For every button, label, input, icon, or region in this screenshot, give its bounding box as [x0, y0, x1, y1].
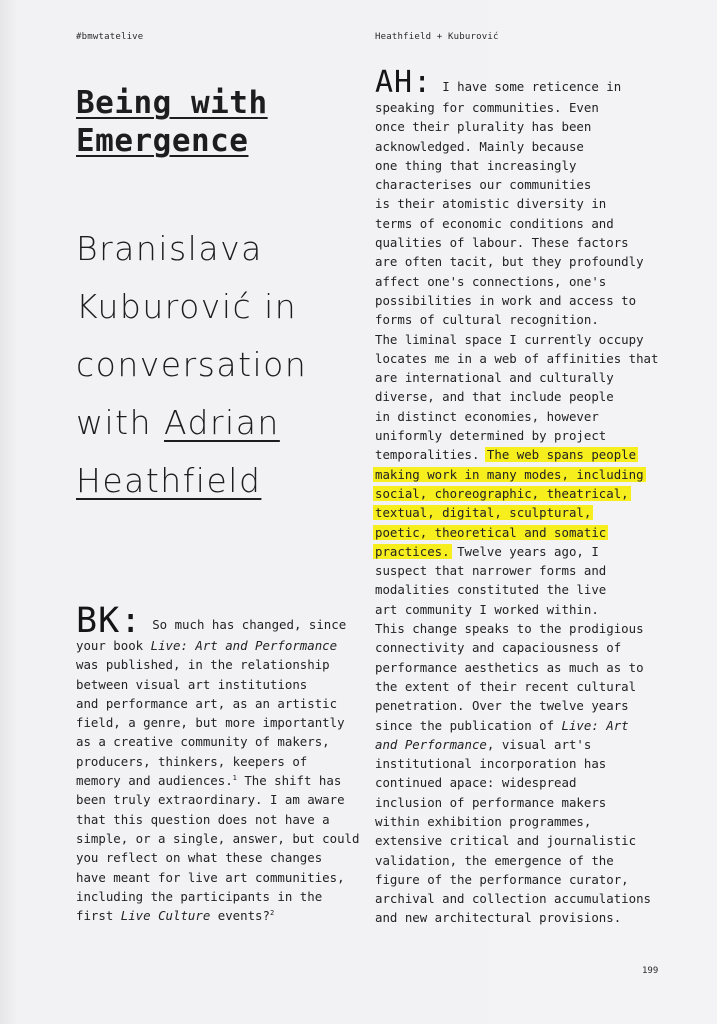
bk-text: first [76, 908, 121, 924]
ah-line [375, 465, 675, 484]
bk-line: producers, thinkers, keepers of [76, 753, 308, 769]
ah-line: are often tacit, but they profoundly [375, 254, 644, 270]
ah-line: once their plurality has been [375, 119, 592, 135]
ah-line: suspect that narrower forms and [375, 563, 607, 579]
ah-line: acknowledged. Mainly because [375, 138, 584, 154]
subtitle-line-4 [76, 394, 366, 452]
ah-line: modalities constituted the live [375, 582, 607, 598]
subtitle-with: with [76, 403, 153, 442]
book-title-italic: Live: Art and Performance [150, 638, 338, 653]
ah-line [375, 716, 675, 735]
subtitle-line-1: Branislava [76, 229, 263, 268]
event-title-italic: Live Culture [120, 908, 211, 924]
ah-line: The liminal space I currently occupy [375, 331, 644, 347]
bk-text: The shift has [236, 773, 342, 789]
ah-line [375, 445, 675, 464]
ah-line: and new architectural provisions. [375, 910, 622, 926]
ah-line [375, 484, 675, 503]
bk-line [76, 601, 361, 641]
highlighted-text: practices. [375, 543, 450, 559]
ah-line [375, 523, 675, 542]
ah-line: characterises our communities [375, 177, 592, 193]
running-head-right: Heathfield + Kuburović [375, 32, 499, 42]
bk-line: been truly extraordinary. I am aware [76, 792, 345, 808]
ah-line: locates me in a web of affinities that [375, 350, 659, 366]
ah-line: institutional incorporation has [375, 756, 607, 772]
ah-line: in distinct economies, however [375, 408, 599, 424]
ah-line: inclusion of performance makers [375, 794, 607, 810]
ah-line [375, 65, 675, 100]
running-head-left: #bmwtatelive [76, 32, 144, 42]
ah-line: archival and collection accumulations [375, 891, 652, 907]
ah-line: is their atomistic diversity in [375, 196, 607, 212]
speaker-label-bk: BK: [76, 601, 143, 641]
ah-line: extensive critical and journalistic [375, 833, 637, 849]
bk-line [76, 636, 361, 655]
ah-text: I have some reticence in [442, 78, 622, 94]
ah-text: since the publication of [375, 717, 562, 733]
ah-line: one thing that increasingly [375, 157, 577, 173]
highlighted-text: The web spans people [486, 447, 637, 463]
ah-line: possibilities in work and access to [375, 292, 637, 308]
bk-line: you reflect on what these changes [76, 850, 323, 866]
highlighted-text: making work in many modes, including [375, 466, 644, 482]
ah-line [375, 542, 675, 561]
ah-line: continued apace: widespread [375, 775, 577, 791]
page-number: 199 [642, 966, 659, 976]
ah-line: connectivity and capaciousness of [375, 640, 622, 656]
ah-line: speaking for communities. Even [375, 100, 599, 115]
title-line-1: Being with [76, 85, 268, 121]
bk-line: between visual art institutions [76, 676, 308, 692]
bk-line: field, a genre, but more importantly [76, 715, 345, 731]
subtitle-name-first: Adrian [164, 403, 280, 442]
book-title-italic: and Performance [375, 736, 487, 752]
ah-text: , visual art's [486, 736, 592, 752]
bk-line [76, 771, 361, 790]
ah-line: diverse, and that include people [375, 389, 614, 405]
highlighted-text: textual, digital, sculptural, [375, 505, 592, 521]
bk-text: your book [76, 638, 151, 653]
highlighted-text: social, choreographic, theatrical, [375, 485, 629, 501]
ah-line: This change speaks to the prodigious [375, 621, 644, 637]
bk-text: So much has changed, since [152, 616, 347, 632]
ah-line: affect one's connections, one's [375, 273, 607, 289]
bk-line: was published, in the relationship [76, 657, 330, 673]
ah-text: Twelve years ago, I [449, 543, 599, 559]
footnote-ref-2: 2 [269, 909, 275, 918]
speaker-label-ah: AH: [375, 65, 433, 100]
ah-line: qualities of labour. These factors [375, 235, 629, 251]
ah-answer [375, 65, 675, 928]
ah-line: terms of economic conditions and [375, 215, 614, 231]
ah-line [375, 503, 675, 522]
ah-line: performance aesthetics as much as to [375, 659, 644, 675]
ah-line: within exhibition programmes, [375, 813, 592, 829]
ah-line: are international and culturally [375, 370, 614, 386]
ah-line: figure of the performance curator, [375, 871, 629, 887]
bk-line: as a creative community of makers, [76, 734, 330, 750]
highlighted-text: poetic, theoretical and somatic [375, 524, 607, 540]
ah-line [375, 735, 675, 754]
article-title [76, 84, 346, 160]
footnote-ref-1: 1 [232, 774, 237, 783]
subtitle-line-2: Kuburović in [76, 287, 298, 326]
bk-line: and performance art, as an artistic [76, 695, 338, 711]
subtitle-name-last: Heathfield [76, 461, 262, 500]
ah-line: forms of cultural recognition. [375, 312, 599, 328]
title-line-2: Emergence [76, 123, 249, 159]
bk-line: have meant for live art communities, [76, 869, 345, 885]
ah-line: art community I worked within. [375, 601, 599, 617]
book-title-italic: Live: Art [561, 717, 629, 733]
bk-text: events? [210, 908, 270, 924]
subtitle-line-5 [76, 452, 366, 510]
bk-line [76, 906, 361, 925]
bk-line: simple, or a single, answer, but could [76, 830, 360, 846]
ah-line: uniformly determined by project [375, 428, 607, 444]
ah-line: validation, the emergence of the [375, 852, 614, 868]
article-subtitle [76, 220, 366, 510]
bk-question [76, 601, 361, 925]
bk-line: including the participants in the [76, 888, 323, 904]
ah-text: temporalities. [375, 447, 487, 463]
bk-text: memory and audiences. [76, 773, 233, 789]
bk-line: that this question does not have a [76, 811, 330, 827]
ah-line: penetration. Over the twelve years [375, 698, 629, 714]
subtitle-line-3: conversation [76, 345, 308, 384]
ah-line: the extent of their recent cultural [375, 678, 637, 694]
